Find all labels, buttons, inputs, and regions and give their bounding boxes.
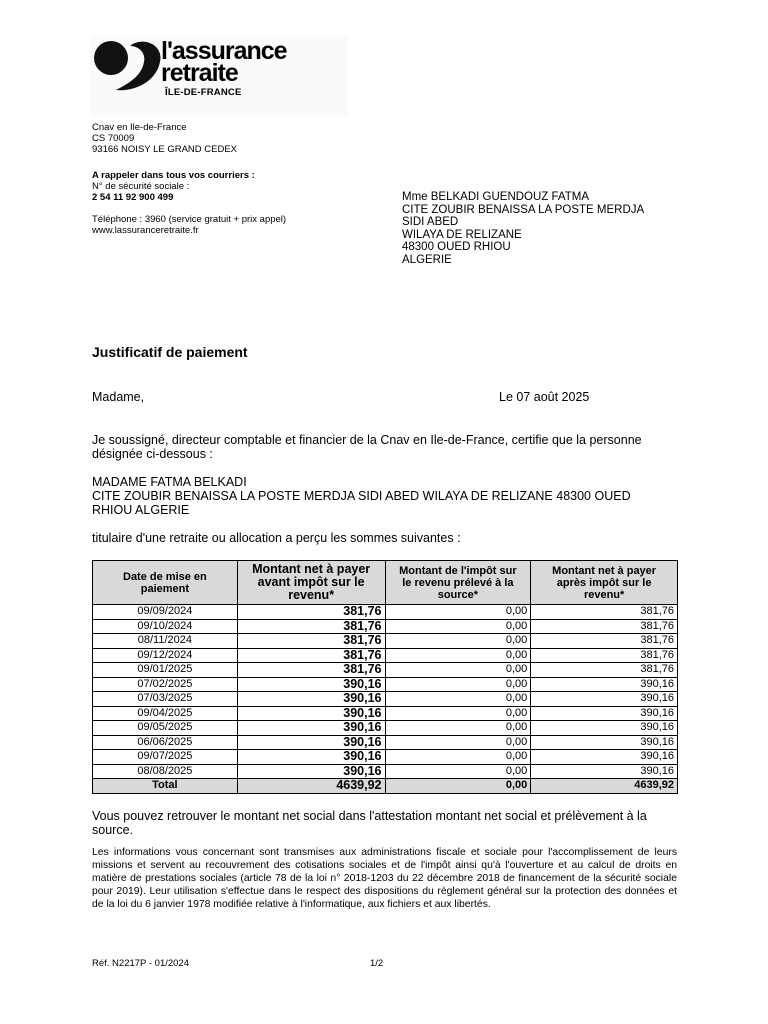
table-row: 08/11/2024 381,76 0,00 381,76 — [93, 634, 678, 649]
reminder-title: A rappeler dans tous vos courriers : — [92, 170, 255, 181]
logo-line1: l'assurance — [161, 37, 287, 65]
table-row: 09/07/2025 390,16 0,00 390,16 — [93, 750, 678, 765]
table-row: 09/05/2025 390,16 0,00 390,16 — [93, 721, 678, 736]
legal-line: calcul de droits en matière de prestations sociales (article 78 de la loi n° 2018-1203 du 22 décembre 2018 de — [92, 860, 678, 884]
sender-address — [92, 122, 237, 155]
salutation: Madame, — [92, 390, 145, 404]
sender-line: CS 70009 — [92, 133, 135, 144]
contact-block — [92, 214, 286, 236]
intro-line: Je soussigné, directeur comptable et financier de la Cnav en Ile-de-France, certifie que la personne — [92, 433, 642, 447]
closing-line: source. — [92, 823, 133, 837]
total-before-tax: 4639,92 — [237, 779, 385, 794]
beneficiary-address: RHIOU ALGERIE — [92, 503, 190, 517]
beneficiary-address: CITE ZOUBIR BENAISSA LA POSTE MERDJA SIDI ABED WILAYA DE RELIZANE 48300 OUED — [92, 489, 631, 503]
document-title: Justificatif de paiement — [92, 344, 248, 360]
recipient-address — [402, 191, 644, 267]
table-row: 09/10/2024 381,76 0,00 381,76 — [93, 619, 678, 634]
table-row: 08/08/2025 390,16 0,00 390,16 — [93, 764, 678, 779]
table-row: 09/09/2024 381,76 0,00 381,76 — [93, 605, 678, 620]
holder-text: titulaire d'une retraite ou allocation a perçu les sommes suivantes : — [92, 531, 461, 545]
sender-line: Cnav en Ile-de-France — [92, 122, 187, 133]
payment-table — [92, 560, 678, 794]
total-after-tax: 4639,92 — [531, 779, 678, 794]
recipient-line: CITE ZOUBIR BENAISSA LA POSTE MERDJA — [402, 203, 645, 216]
beneficiary-block — [92, 475, 631, 517]
legal-notice — [92, 846, 677, 911]
table-row: 07/03/2025 390,16 0,00 390,16 — [93, 692, 678, 707]
header-before-tax: Montant net à payer avant impôt sur le revenu* — [237, 561, 385, 605]
intro-text — [92, 433, 642, 461]
assurance-retraite-logo-icon — [92, 38, 164, 96]
logo — [90, 36, 348, 116]
closing-text — [92, 809, 647, 837]
table-row: 09/12/2024 381,76 0,00 381,76 — [93, 648, 678, 663]
recipient-line: ALGERIE — [402, 253, 452, 266]
table-row: 06/06/2025 390,16 0,00 390,16 — [93, 735, 678, 750]
recipient-line: 48300 OUED RHIOU — [402, 241, 511, 254]
sender-line: 93166 NOISY LE GRAND CEDEX — [92, 144, 238, 155]
ss-number: 2 54 11 92 900 499 — [92, 192, 174, 203]
header-tax: Montant de l'impôt sur le revenu prélevé à la source* — [385, 561, 531, 605]
total-tax: 0,00 — [385, 779, 531, 794]
reference-block — [92, 170, 255, 203]
legal-line: financement de la sécurité sociale pour 2019). Leur utilisation s'effectue dans le respect des dispositions du — [92, 873, 677, 897]
recipient-line: Mme BELKADI GUENDOUZ FATMA — [402, 191, 590, 203]
legal-line: aux fichiers et aux libertés. — [367, 899, 491, 910]
legal-line: règlement général sur la protection des données et de la loi du 6 janvier 1978 modifiée relative à l'informatique, — [92, 886, 678, 910]
ss-label: N° de sécurité sociale : — [92, 181, 190, 192]
total-label: Total — [93, 779, 238, 794]
phone: Téléphone : 3960 (service gratuit + prix appel) — [92, 214, 287, 225]
logo-line2: retraite — [161, 59, 238, 87]
footer-reference: Réf. N2217P - 01/2024 — [92, 958, 190, 969]
legal-line: de leurs missions et servent au recouvrement des cotisations sociales et de l'impôt ainsi qu'à l'ouverture et au — [92, 847, 678, 871]
website: www.lassuranceretraite.fr — [92, 225, 199, 236]
table-row: 09/01/2025 381,76 0,00 381,76 — [93, 663, 678, 678]
legal-line: Les informations vous concernant sont transmises aux administrations fiscale et sociale pour l'accomplissement — [92, 847, 633, 858]
table-row: 07/02/2025 390,16 0,00 390,16 — [93, 677, 678, 692]
recipient-line: WILAYA DE RELIZANE — [402, 228, 522, 241]
table-header-row — [93, 561, 678, 605]
header-date: Date de mise en paiement — [93, 561, 238, 605]
closing-line: Vous pouvez retrouver le montant net social dans l'attestation montant net social et prélèvement à la — [92, 809, 647, 823]
letter-date: Le 07 août 2025 — [499, 390, 590, 404]
logo-region: ÎLE-DE-FRANCE — [165, 87, 242, 98]
beneficiary-name: MADAME FATMA BELKADI — [92, 475, 247, 489]
table-total-row — [93, 779, 678, 794]
table-row: 09/04/2025 390,16 0,00 390,16 — [93, 706, 678, 721]
page-number: 1/2 — [370, 958, 384, 969]
header-after-tax: Montant net à payer après impôt sur le revenu* — [531, 561, 678, 605]
intro-line: désignée ci-dessous : — [92, 447, 213, 461]
recipient-line: SIDI ABED — [402, 216, 459, 229]
